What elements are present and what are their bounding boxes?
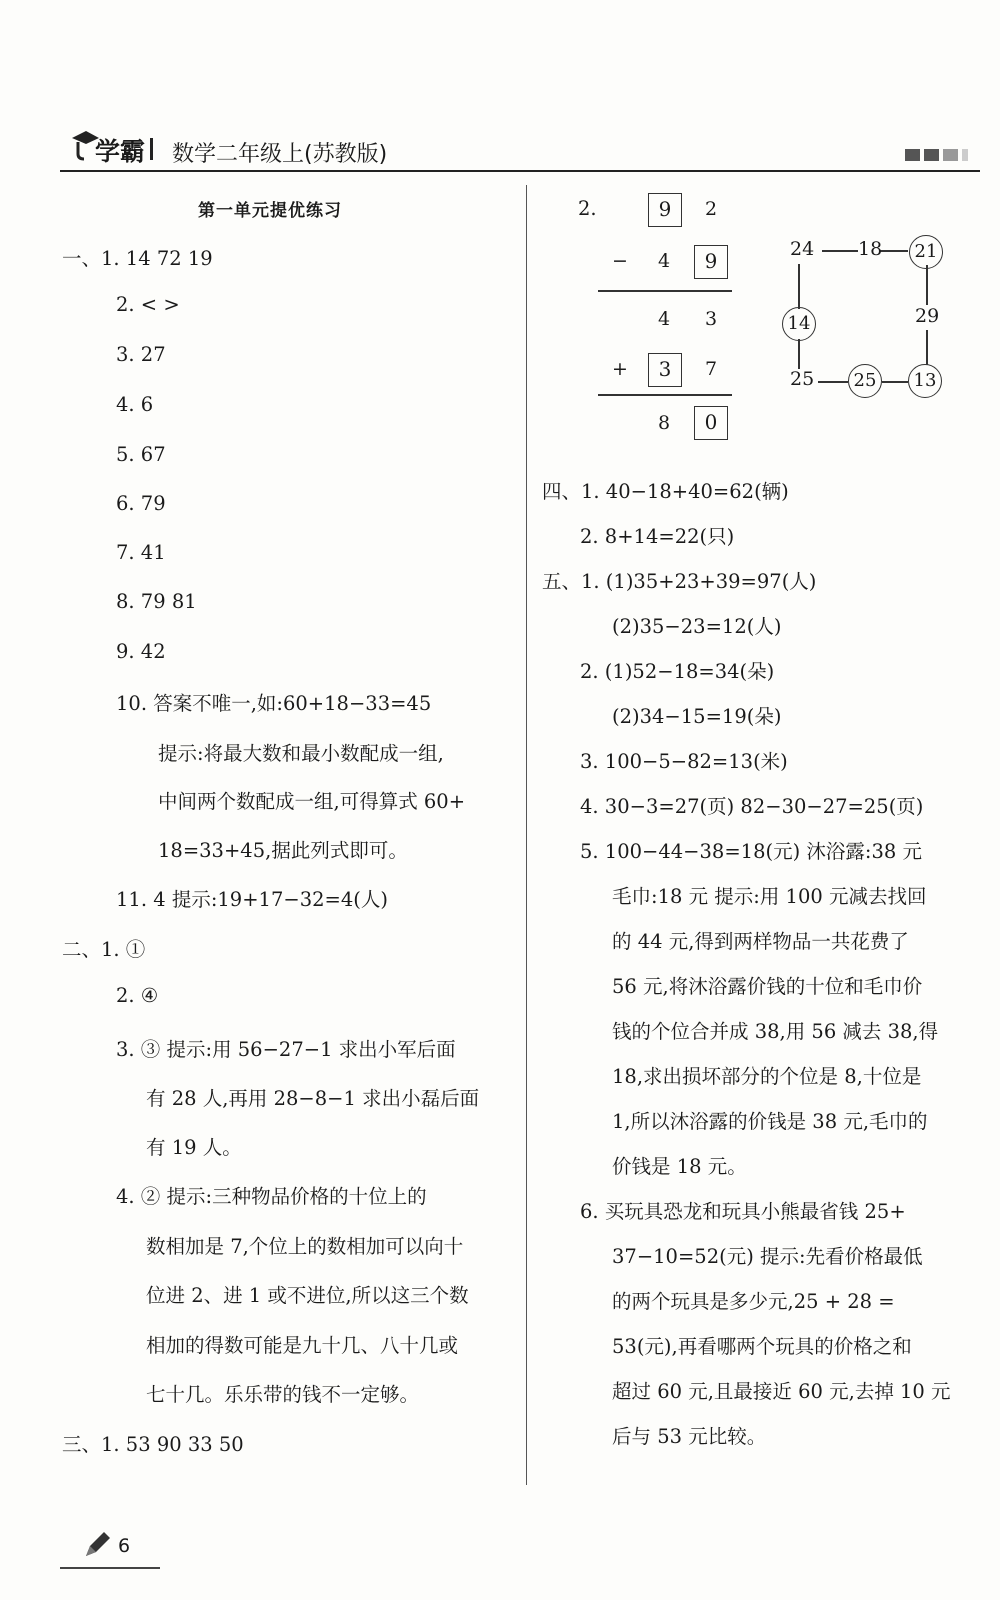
footer-rule [60,1567,160,1569]
square-edge [822,250,858,252]
square-edge [880,250,908,252]
answer-line: 二、1. ① [62,938,146,961]
calc-digit: 4 [658,308,671,330]
square-number: 18 [858,238,883,260]
square-edge [926,330,928,365]
calc-digit: 3 [705,308,718,330]
square-circle: 21 [909,235,943,269]
answer-line: 五、1. (1)35+23+39=97(人) [542,570,817,593]
header-rule [60,170,980,172]
calc-operator: + [612,358,628,380]
answer-line: 3. 100−5−82=13(米) [580,750,788,773]
page-number: 6 [118,1535,131,1557]
calc-rule [598,394,732,396]
answer-line: 10. 答案不唯一,如:60+18−33=45 [116,692,432,715]
calc-digit: 7 [705,358,718,380]
answer-line: 5. 67 [116,443,166,466]
hint-line: 毛巾:18 元 提示:用 100 元减去找回 [612,885,927,908]
hint-line: 相加的得数可能是九十几、八十几或 [146,1334,459,1357]
book-title: 数学二年级上(苏教版) [172,142,388,167]
calc-box: 3 [648,353,682,387]
answer-line: 7. 41 [116,541,166,564]
square-edge [882,381,908,383]
answer-line: 11. 4 提示:19+17−32=4(人) [116,888,388,911]
calc-box: 9 [648,193,682,227]
calc-box: 9 [694,245,728,279]
square-edge [798,339,800,369]
answer-line: 5. 100−44−38=18(元) 沐浴露:38 元 [580,840,922,863]
calc-box: 0 [694,406,728,440]
answer-line: 6. 买玩具恐龙和玩具小熊最省钱 25+ [580,1200,906,1223]
answer-line: 8. 79 81 [116,590,197,613]
calc-digit: 2 [705,198,718,220]
hint-line: 七十几。乐乐带的钱不一定够。 [146,1383,420,1406]
answer-line: 3. ③ 提示:用 56−27−1 求出小军后面 [116,1038,456,1061]
hint-line: 56 元,将沐浴露价钱的十位和毛巾价 [612,975,923,998]
calc-rule [598,290,732,292]
answer-line: 三、1. 53 90 33 50 [62,1433,244,1456]
calc-operator: − [612,250,628,272]
answer-line: 四、1. 40−18+40=62(辆) [542,480,789,503]
square-number: 25 [790,368,815,390]
answer-line: 4. ② 提示:三种物品价格的十位上的 [116,1185,427,1208]
hint-line: 有 28 人,再用 28−8−1 求出小磊后面 [146,1087,480,1110]
hint-line: 的两个玩具是多少元,25 + 28 = [612,1290,895,1313]
hint-line: 有 19 人。 [146,1136,242,1159]
hint-line: 数相加是 7,个位上的数相加可以向十 [146,1235,464,1258]
square-circle: 13 [908,364,942,398]
answer-line: 3. 27 [116,343,166,366]
hint-line: 价钱是 18 元。 [612,1155,747,1178]
hint-line: 位进 2、进 1 或不进位,所以这三个数 [146,1284,469,1307]
column-divider [526,185,527,1485]
calc-digit: 4 [658,250,671,272]
answer-line: 2. ④ [116,984,159,1007]
hint-line: 18,求出损坏部分的个位是 8,十位是 [612,1065,922,1088]
hint-line: 提示:将最大数和最小数配成一组, [158,742,444,765]
square-number: 24 [790,238,815,260]
answer-line: 2. 8+14=22(只) [580,525,735,548]
answer-line: 一、1. 14 72 19 [62,247,213,270]
section-title: 第一单元提优练习 [198,201,342,221]
header-decoration [905,146,972,165]
calc-digit: 8 [658,412,671,434]
answer-line: 9. 42 [116,640,166,663]
square-edge [926,265,928,305]
hint-line: 的 44 元,得到两样物品一共花费了 [612,930,909,953]
square-edge [798,264,800,309]
square-circle: 25 [848,364,882,398]
hint-line: 53(元),再看哪两个玩具的价格之和 [612,1335,912,1358]
square-edge [818,381,848,383]
hint-line: 18=33+45,据此列式即可。 [158,839,408,862]
hint-line: 超过 60 元,且最接近 60 元,去掉 10 元 [612,1380,951,1403]
hint-line: 中间两个数配成一组,可得算式 60+ [158,790,466,813]
hint-line: 37−10=52(元) 提示:先看价格最低 [612,1245,923,1268]
pencil-icon [82,1530,112,1564]
brand-logo: 学霸 [95,137,146,166]
question-number: 2. [578,197,597,220]
hint-line: 后与 53 元比较。 [612,1425,767,1448]
square-circle: 14 [782,307,816,341]
answer-line: (2)34−15=19(朵) [612,705,782,728]
answer-line: (2)35−23=12(人) [612,615,782,638]
hint-line: 1,所以沐浴露的价钱是 38 元,毛巾的 [612,1110,928,1133]
answer-line: 6. 79 [116,492,166,515]
answer-line: 4. 6 [116,393,154,416]
square-number: 29 [915,305,940,327]
hint-line: 钱的个位合并成 38,用 56 减去 38,得 [612,1020,939,1043]
answer-line: 2. (1)52−18=34(朵) [580,660,775,683]
brand-separator [150,138,153,160]
answer-line: 4. 30−3=27(页) 82−30−27=25(页) [580,795,924,818]
answer-line: 2. < > [116,293,180,316]
